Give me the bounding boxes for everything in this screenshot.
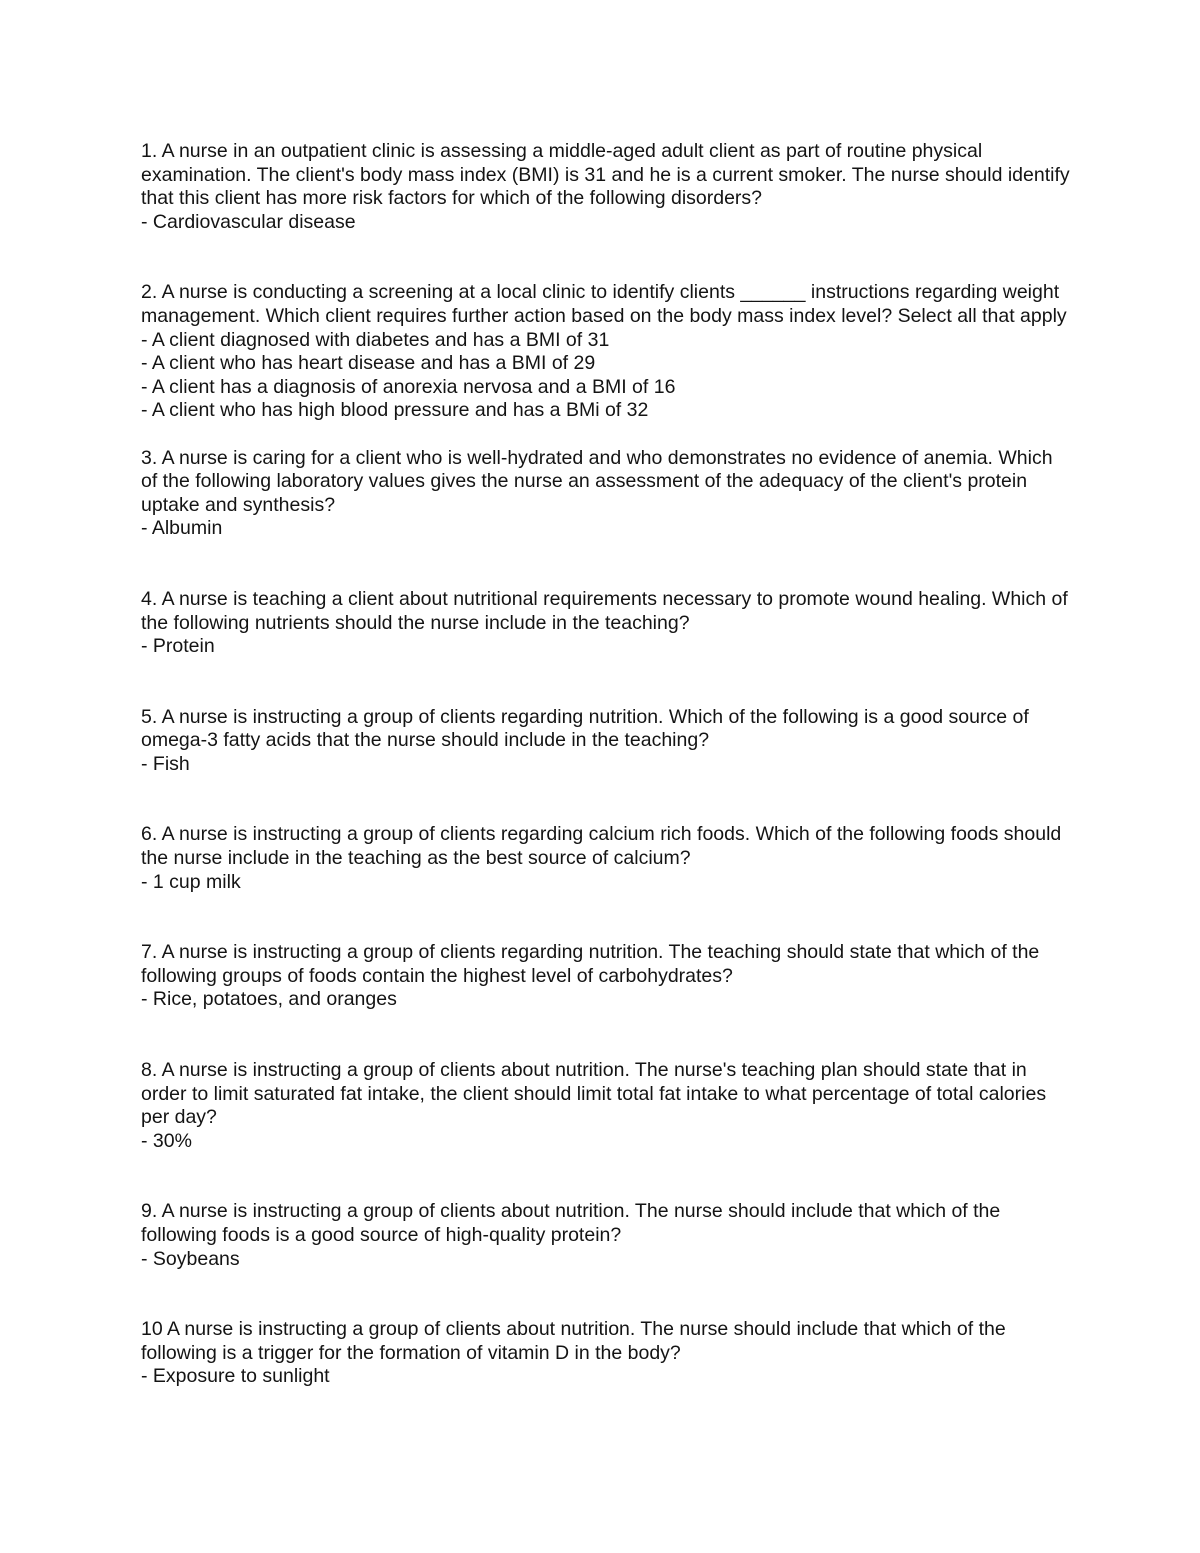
question-text: 4. A nurse is teaching a client about nutritional requirements necessary to promote wound healing. Which of the following nutrients should the nurse include in the teaching? bbox=[141, 587, 1068, 634]
answer: - Albumin bbox=[141, 517, 223, 540]
question-text: 2. A nurse is conducting a screening at a local clinic to identify clients ______ instructions regarding weight management. Which client requires further action based on the body mass index level? Select all that apply bbox=[141, 281, 1067, 327]
question-8 bbox=[141, 1059, 1071, 1153]
answer: - A client diagnosed with diabetes and has a BMI of 31 bbox=[141, 328, 610, 351]
question-10 bbox=[141, 1318, 1071, 1389]
answer: - Rice, potatoes, and oranges bbox=[141, 988, 397, 1011]
question-1 bbox=[141, 140, 1071, 234]
question-4 bbox=[141, 588, 1071, 659]
answer: - A client who has high blood pressure and has a BMi of 32 bbox=[141, 399, 649, 422]
question-text: 6. A nurse is instructing a group of clients regarding calcium rich foods. Which of the following foods should the nurse include in the teaching as the best source of calcium? bbox=[141, 823, 1062, 870]
question-text: 5. A nurse is instructing a group of clients regarding nutrition. Which of the following is a good source of omega-3 fatty acids that the nurse should include in the teaching? bbox=[141, 705, 1029, 752]
question-6 bbox=[141, 823, 1071, 894]
answer: - Exposure to sunlight bbox=[141, 1365, 330, 1388]
answer: - Protein bbox=[141, 635, 215, 658]
answer: - Soybeans bbox=[141, 1247, 240, 1270]
question-text: 3. A nurse is caring for a client who is well-hydrated and who demonstrates no evidence of anemia. Which of the following laboratory values gives the nurse an assessment of the adequacy of the client's protein uptake and synthesis? bbox=[141, 446, 1053, 516]
question-text: 1. A nurse in an outpatient clinic is assessing a middle-aged adult client as part of routine physical examination. The client's body mass index (BMI) is 31 and he is a current smoker. The nurse should identify that this client has more risk factors for which of the following disorders? bbox=[141, 140, 1070, 210]
answer: - A client has a diagnosis of anorexia nervosa and a BMI of 16 bbox=[141, 375, 676, 398]
answer: - 1 cup milk bbox=[141, 870, 241, 893]
question-text: 7. A nurse is instructing a group of clients regarding nutrition. The teaching should state that which of the following groups of foods contain the highest level of carbohydrates? bbox=[141, 941, 1040, 987]
question-text: 9. A nurse is instructing a group of clients about nutrition. The nurse should include that which of the following foods is a good source of high-quality protein? bbox=[141, 1200, 1001, 1246]
question-2 bbox=[141, 281, 1071, 423]
question-text: 8. A nurse is instructing a group of clients about nutrition. The nurse's teaching plan should state that in order to limit saturated fat intake, the client should limit total fat intake to what percentage of total calories per day? bbox=[141, 1059, 1047, 1129]
answer: - A client who has heart disease and has a BMI of 29 bbox=[141, 352, 596, 375]
question-3 bbox=[141, 447, 1071, 541]
question-text: 10 A nurse is instructing a group of clients about nutrition. The nurse should include that which of the following is a trigger for the formation of vitamin D in the body? bbox=[141, 1318, 1006, 1364]
question-9 bbox=[141, 1200, 1071, 1271]
answer: - Cardiovascular disease bbox=[141, 210, 356, 233]
question-list bbox=[141, 140, 1071, 1389]
question-7 bbox=[141, 941, 1071, 1012]
question-5 bbox=[141, 706, 1071, 777]
answer: - 30% bbox=[141, 1129, 192, 1152]
answer: - Fish bbox=[141, 752, 190, 775]
